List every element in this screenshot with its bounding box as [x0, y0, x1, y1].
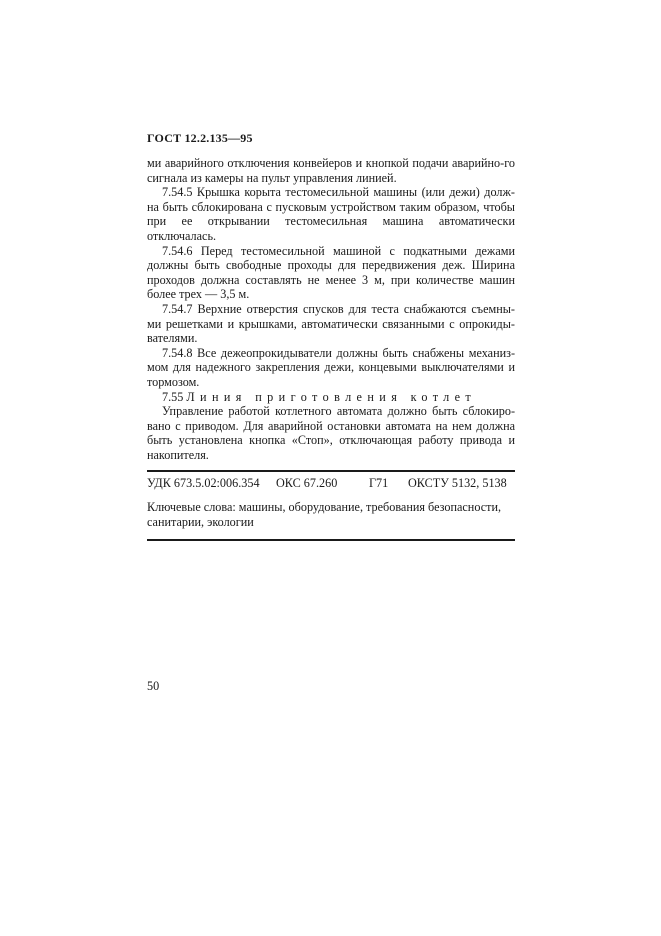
oks-code: ОКС 67.260	[276, 476, 338, 490]
paragraph-7-55-text: Управление работой котлетного автомата должно быть сблокиро-вано с приводом. Для аварийной остановки автомата на нем должна быть установлена кнопка «Стоп», отключающая работу привода и накопителя.	[147, 404, 515, 462]
group-code: Г71	[369, 476, 389, 490]
paragraph-7-54-6: 7.54.6 Перед тестомесильной машиной с подкатными дежами должны быть свободные проходы для передвижения деж. Ширина проходов должна составлять не менее 3 м, при количестве машин более трех — 3,5 м.	[147, 243, 515, 302]
keywords-block	[147, 500, 515, 530]
okstu-code: ОКСТУ 5132, 5138	[408, 476, 507, 490]
page-number: 50	[147, 679, 160, 693]
document-header	[147, 131, 253, 146]
top-rule	[147, 470, 515, 472]
paragraph-7-54-7: 7.54.7 Верхние отверстия спусков для теста снабжаются съемны-ми решетками и крышками, автоматически связанными с опрокиды-вателями.	[147, 301, 515, 346]
paragraph-continuation: ми аварийного отключения конвейеров и кнопкой подачи аварийно-го сигнала из камеры на пульт управления линией.	[147, 156, 515, 185]
section-title: Линия приготовления котлет	[186, 389, 477, 404]
section-number: 7.55	[162, 389, 184, 404]
classification-line	[147, 476, 515, 490]
udk-code: УДК 673.5.02:006.354	[147, 476, 260, 490]
keywords-text: Ключевые слова: машины, оборудование, требования безопасности, санитарии, экологии	[147, 500, 502, 529]
paragraph-7-54-5: 7.54.5 Крышка корыта тестомесильной машины (или дежи) долж-на быть сблокирована с пусковым устройством таким образом, чтобы при ее открывании тестомесильная машина автоматически отключалась.	[147, 185, 515, 243]
bottom-rule	[147, 539, 515, 541]
document-code: ГОСТ 12.2.135—95	[147, 131, 253, 145]
paragraph-7-54-8: 7.54.8 Все дежеопрокидыватели должны быть снабжены механиз-мом для надежного закрепления дежи, концевыми выключателями и тормозом.	[147, 345, 515, 389]
section-heading-7-55	[147, 390, 515, 405]
document-body	[147, 156, 515, 462]
